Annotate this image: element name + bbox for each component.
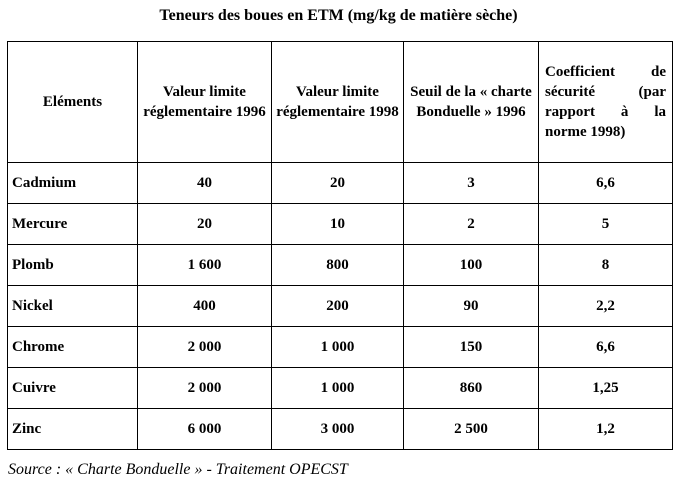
value-cell: 1,2: [539, 409, 673, 450]
value-cell: 3 000: [272, 409, 404, 450]
element-cell: Cadmium: [8, 163, 138, 204]
value-cell: 2,2: [539, 286, 673, 327]
value-cell: 8: [539, 245, 673, 286]
value-cell: 6 000: [138, 409, 272, 450]
value-cell: 200: [272, 286, 404, 327]
value-cell: 1 600: [138, 245, 272, 286]
value-cell: 5: [539, 204, 673, 245]
header-elements: Eléments: [8, 42, 138, 163]
table-row-mercure: [8, 204, 673, 245]
header-limite-1996: Valeur limite réglementaire 1996: [138, 42, 272, 163]
value-cell: 20: [272, 163, 404, 204]
element-cell: Plomb: [8, 245, 138, 286]
table-row-zinc: [8, 409, 673, 450]
header-limite-1998: Valeur limite réglementaire 1998: [272, 42, 404, 163]
value-cell: 2 000: [138, 368, 272, 409]
value-cell: 20: [138, 204, 272, 245]
header-coefficient-securite: Coefficient de sécurité (par rapport à la norme 1998): [539, 42, 673, 163]
document-title: Teneurs des boues en ETM (mg/kg de matière sèche): [159, 7, 518, 24]
value-cell: 2: [404, 204, 539, 245]
value-cell: 90: [404, 286, 539, 327]
value-cell: 10: [272, 204, 404, 245]
table-row-chrome: [8, 327, 673, 368]
value-cell: 3: [404, 163, 539, 204]
value-cell: 100: [404, 245, 539, 286]
value-cell: 1,25: [539, 368, 673, 409]
value-cell: 800: [272, 245, 404, 286]
value-cell: 1 000: [272, 368, 404, 409]
etm-table: [7, 41, 673, 450]
element-cell: Cuivre: [8, 368, 138, 409]
element-cell: Nickel: [8, 286, 138, 327]
table-header-row: [8, 42, 673, 163]
value-cell: 150: [404, 327, 539, 368]
table-row-nickel: [8, 286, 673, 327]
value-cell: 6,6: [539, 163, 673, 204]
table-row-cadmium: [8, 163, 673, 204]
value-cell: 2 500: [404, 409, 539, 450]
element-cell: Zinc: [8, 409, 138, 450]
header-seuil-bonduelle-1996: Seuil de la « charte Bonduelle » 1996: [404, 42, 539, 163]
value-cell: 6,6: [539, 327, 673, 368]
element-cell: Chrome: [8, 327, 138, 368]
value-cell: 400: [138, 286, 272, 327]
table-row-plomb: [8, 245, 673, 286]
value-cell: 2 000: [138, 327, 272, 368]
value-cell: 1 000: [272, 327, 404, 368]
value-cell: 860: [404, 368, 539, 409]
table-row-cuivre: [8, 368, 673, 409]
value-cell: 40: [138, 163, 272, 204]
source-note: Source : « Charte Bonduelle » - Traitement OPECST: [8, 461, 348, 478]
element-cell: Mercure: [8, 204, 138, 245]
